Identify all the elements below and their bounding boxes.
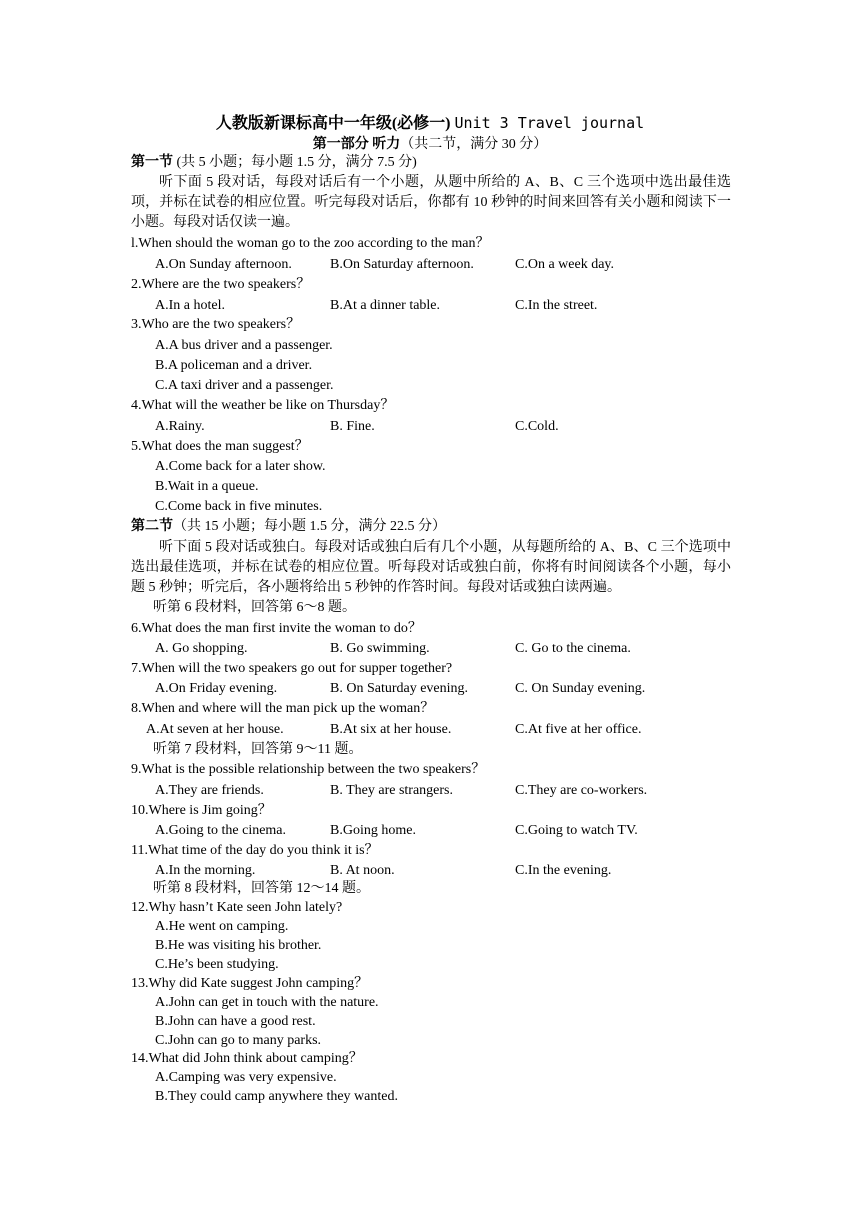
q12-option-b: B.He was visiting his brother. bbox=[155, 938, 322, 953]
q8-option-c: C.At five at her office. bbox=[515, 722, 642, 737]
q13-option-c: C.John can go to many parks. bbox=[155, 1033, 322, 1048]
section1-instructions: 听下面 5 段对话，每段对话后有一个小题，从题中所给的 A、B、C 三个选项中选出最佳选项，并标在试卷的相应位置。听完每段对话后，你都有 10 秒钟的时间来回答有关小题和阅读下一小题。每段对话仅读一遍。 bbox=[131, 175, 731, 230]
question-12: 12.Why hasn’t Kate seen John lately? bbox=[131, 900, 343, 915]
q7-option-a: A.On Friday evening. bbox=[155, 681, 278, 696]
q5-option-c: C.Come back in five minutes. bbox=[155, 499, 323, 514]
section2-heading-rest: （共 15 小题；每小题 1.5 分，满分 22.5 分） bbox=[173, 519, 446, 534]
q3-option-c: C.A taxi driver and a passenger. bbox=[155, 378, 334, 393]
q1-option-a: A.On Sunday afternoon. bbox=[155, 257, 292, 272]
q2-option-b: B.At a dinner table. bbox=[330, 298, 441, 313]
q1-option-c: C.On a week day. bbox=[515, 257, 615, 272]
q13-option-b: B.John can have a good rest. bbox=[155, 1014, 316, 1029]
q9-option-c: C.They are co-workers. bbox=[515, 783, 648, 798]
q11-option-b: B. At noon. bbox=[330, 863, 395, 878]
q3-option-b: B.A policeman and a driver. bbox=[155, 358, 313, 373]
section2-instructions: 听下面 5 段对话或独白。每段对话或独白后有几个小题，从每题所给的 A、B、C 三个选项中选出最佳选项，并标在试卷的相应位置。听每段对话或独白前，你将有时间阅读各个小题，每小题 5 秒钟；听完后，各小题将给出 5 秒钟的作答时间。每段对话或独白读两遍。 bbox=[131, 540, 731, 595]
q13-option-a: A.John can get in touch with the nature. bbox=[155, 995, 379, 1010]
q6-option-c: C. Go to the cinema. bbox=[515, 641, 631, 656]
question-6: 6.What does the man first invite the woman to do？ bbox=[131, 621, 422, 636]
section2-heading-bold: 第二节 bbox=[131, 519, 173, 534]
q2-option-c: C.In the street. bbox=[515, 298, 598, 313]
q8-option-b: B.At six at her house. bbox=[330, 722, 452, 737]
q8-option-a: A.At seven at her house. bbox=[146, 722, 284, 737]
q12-option-a: A.He went on camping. bbox=[155, 919, 289, 934]
question-9: 9.What is the possible relationship between the two speakers？ bbox=[131, 762, 486, 777]
q10-option-c: C.Going to watch TV. bbox=[515, 823, 638, 838]
question-13: 13.Why did Kate suggest John camping？ bbox=[131, 976, 369, 991]
title-english: Unit 3 Travel journal bbox=[454, 114, 645, 132]
q4-option-c: C.Cold. bbox=[515, 419, 559, 434]
q4-option-b: B. Fine. bbox=[330, 419, 375, 434]
section1-heading-rest: (共 5 小题；每小题 1.5 分，满分 7.5 分) bbox=[173, 155, 417, 170]
section1-heading bbox=[131, 154, 417, 172]
section2-heading bbox=[131, 518, 446, 536]
q14-option-b: B.They could camp anywhere they wanted. bbox=[155, 1089, 398, 1104]
q12-option-c: C.He’s been studying. bbox=[155, 957, 279, 972]
q10-option-a: A.Going to the cinema. bbox=[155, 823, 287, 838]
q10-option-b: B.Going home. bbox=[330, 823, 416, 838]
question-7: 7.When will the two speakers go out for supper together? bbox=[131, 661, 453, 676]
q5-option-b: B.Wait in a queue. bbox=[155, 479, 259, 494]
q5-option-a: A.Come back for a later show. bbox=[155, 459, 326, 474]
question-14: 14.What did John think about camping？ bbox=[131, 1051, 363, 1066]
part-heading bbox=[0, 133, 860, 153]
q1-option-b: B.On Saturday afternoon. bbox=[330, 257, 474, 272]
q4-option-a: A.Rainy. bbox=[155, 419, 205, 434]
question-1: l.When should the woman go to the zoo according to the man？ bbox=[131, 236, 490, 251]
q9-option-a: A.They are friends. bbox=[155, 783, 264, 798]
q6-option-b: B. Go swimming. bbox=[330, 641, 430, 656]
question-5: 5.What does the man suggest？ bbox=[131, 439, 309, 454]
q9-option-b: B. They are strangers. bbox=[330, 783, 453, 798]
q11-option-c: C.In the evening. bbox=[515, 863, 612, 878]
material-8-note: 听第 8 段材料，回答第 12～14 题。 bbox=[153, 881, 370, 896]
title-chinese: 人教版新课标高中一年级(必修一) bbox=[215, 115, 451, 132]
question-3: 3.Who are the two speakers？ bbox=[131, 317, 301, 332]
part-heading-bold: 第一部分 听力 bbox=[312, 137, 401, 152]
q6-option-a: A. Go shopping. bbox=[155, 641, 248, 656]
question-2: 2.Where are the two speakers？ bbox=[131, 277, 311, 292]
q7-option-c: C. On Sunday evening. bbox=[515, 681, 646, 696]
q2-option-a: A.In a hotel. bbox=[155, 298, 225, 313]
part-heading-rest: （共二节，满分 30 分） bbox=[400, 137, 548, 152]
q11-option-a: A.In the morning. bbox=[155, 863, 256, 878]
question-10: 10.Where is Jim going？ bbox=[131, 803, 272, 818]
question-8: 8.When and where will the man pick up the woman？ bbox=[131, 701, 435, 716]
q7-option-b: B. On Saturday evening. bbox=[330, 681, 469, 696]
section1-heading-bold: 第一节 bbox=[131, 155, 173, 170]
question-4: 4.What will the weather be like on Thursday？ bbox=[131, 398, 395, 413]
q14-option-a: A.Camping was very expensive. bbox=[155, 1070, 337, 1085]
q3-option-a: A.A bus driver and a passenger. bbox=[155, 338, 333, 353]
page-title bbox=[0, 110, 860, 133]
material-7-note: 听第 7 段材料，回答第 9～11 题。 bbox=[153, 742, 363, 757]
material-6-note: 听第 6 段材料，回答第 6～8 题。 bbox=[153, 600, 356, 615]
question-11: 11.What time of the day do you think it is？ bbox=[131, 843, 379, 858]
